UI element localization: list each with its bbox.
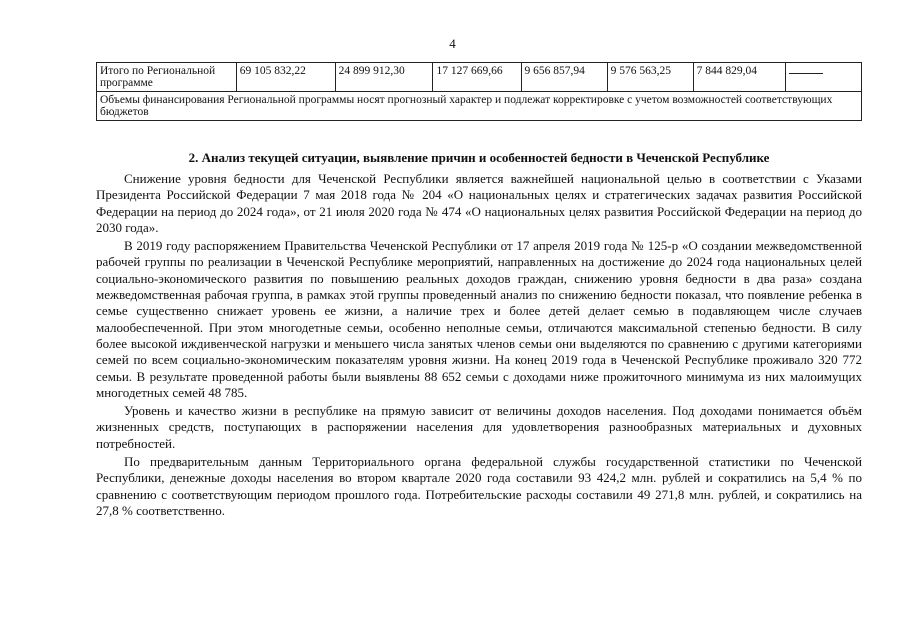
page-number: 4 bbox=[449, 36, 456, 51]
paragraph: В 2019 году распоряжением Правительства Чеченской Республики от 17 апреля 2019 года № 125-р «О создании межведомственной рабочей группы по реализации в Чеченской Республике мероприятий, направленных на достижение до 2024 года национальных целей социально-экономического развития по повышению реальных доходов граждан, снижению уровня бедности в два раза» создана межведомственная рабочая группа, в рамках этой группы проведенный анализ по снижению бедности показал, что появление ребенка в семье существенно снижает уровень ее жизни, а наличие трех и более детей делает семью в подавляющем числе случаев малообеспеченной. При этом многодетные семьи, особенно неполные семьи, отличаются максимальной степенью бедности. В силу более высокой иждивенческой нагрузки и меньшего числа занятых членов семьи они выделяются по сравнению с другими категориями семей по всем социально-экономическим показателям уровня жизни. На конец 2019 года в Чеченской Республике проживало 320 772 семьи. В результате проведенной работы были выявлены 88 652 семьи с доходами ниже прожиточного минимума из них малоимущих многодетных семей 48 785. bbox=[96, 238, 862, 400]
table-row-total bbox=[97, 63, 862, 92]
paragraph: Снижение уровня бедности для Чеченской Республики является важнейшей национальной целью в соответствии с Указами Президента Российской Федерации 7 мая 2018 года № 204 «О национальных целях и стратегических задачах развития Российской Федерации на период до 2024 года», от 21 июля 2020 года № 474 «О национальных целях развития Российской Федерации на период до 2030 года». bbox=[96, 171, 862, 235]
total-value-cell: 9 576 563,25 bbox=[607, 63, 693, 92]
total-value-cell: 17 127 669,66 bbox=[433, 63, 521, 92]
total-value-cell: 69 105 832,22 bbox=[236, 63, 335, 92]
section-title: 2. Анализ текущей ситуации, выявление причин и особенностей бедности в Чеченской Республике bbox=[188, 150, 770, 165]
paragraph: Уровень и качество жизни в республике на прямую зависит от величины доходов населения. Под доходами понимается объём жизненных средств, поступающих в распоряжении населения для удовлетворения разнообразных материальных и духовных потребностей. bbox=[96, 403, 862, 451]
total-value-cell: 7 844 829,04 bbox=[693, 63, 785, 92]
table-row-note bbox=[97, 92, 862, 121]
financing-table bbox=[96, 62, 862, 121]
total-label-cell: Итого по Региональной программе bbox=[97, 63, 237, 92]
empty-dash-cell bbox=[785, 63, 861, 92]
total-value-cell: 24 899 912,30 bbox=[335, 63, 433, 92]
section-body bbox=[96, 171, 862, 521]
paragraph: По предварительным данным Территориального органа федеральной службы государственной статистики по Чеченской Республики, денежные доходы населения во втором квартале 2020 года составили 93 424,2 млн. рублей и сократились на 5,4 % по сравнению с соответствующим периодом прошлого года. Потребительские расходы составили 49 271,8 млн. рублей, и сократились на 27,8 % соответственно. bbox=[96, 454, 862, 518]
financing-note-cell: Объемы финансирования Региональной программы носят прогнозный характер и подлежат корректировке с учетом возможностей соответствующих бюджетов bbox=[97, 92, 862, 121]
dash-mark bbox=[789, 73, 823, 74]
total-value-cell: 9 656 857,94 bbox=[521, 63, 607, 92]
